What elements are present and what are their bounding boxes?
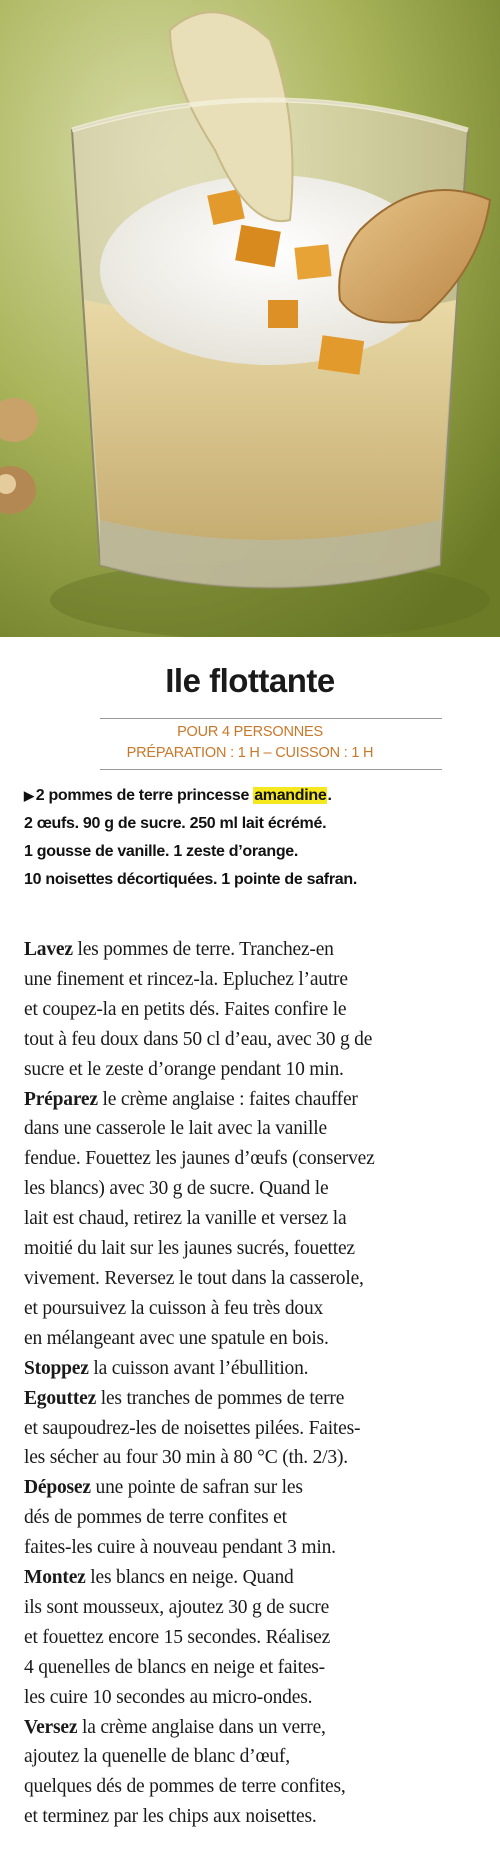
step-line: dans une casserole le lait avec la vanille	[24, 1118, 327, 1140]
servings-label: POUR 4 PERSONNES	[177, 724, 323, 740]
step-verb: Versez	[24, 1716, 78, 1738]
step-verb: Préparez	[24, 1088, 98, 1110]
highlighted-word: amandine	[254, 787, 327, 804]
step-line: Montez les blancs en neige. Quand	[24, 1567, 294, 1589]
dessert-illustration	[0, 0, 500, 637]
step-line: lait est chaud, retirez la vanille et versez la	[24, 1208, 347, 1230]
step-line: quelques dés de pommes de terre confites,	[24, 1776, 346, 1798]
step-verb: Lavez	[24, 939, 73, 960]
step-line: les cuire 10 secondes au micro-ondes.	[24, 1686, 313, 1708]
step-line: une finement et rincez-la. Epluchez l’autre	[24, 968, 348, 990]
step-line: et saupoudrez-les de noisettes pilées. Faites-	[24, 1417, 361, 1439]
ingredient-line: 2 œufs. 90 g de sucre. 250 ml lait écrémé.	[24, 815, 327, 832]
step-line: les blancs) avec 30 g de sucre. Quand le	[24, 1178, 329, 1200]
step-line: dés de pommes de terre confites et	[24, 1507, 287, 1529]
step-line: ajoutez la quenelle de blanc d’œuf,	[24, 1746, 290, 1768]
ingredient-line: 10 noisettes décortiquées. 1 pointe de safran.	[24, 871, 357, 888]
step-line: les sécher au four 30 min à 80 °C (th. 2/3).	[24, 1447, 348, 1469]
step-line: vivement. Reversez le tout dans la casserole,	[24, 1267, 364, 1289]
step-verb: Egouttez	[24, 1387, 97, 1409]
ingredient-line: 1 gousse de vanille. 1 zeste d’orange.	[24, 843, 299, 860]
step-line: et poursuivez la cuisson à feu très doux	[24, 1297, 324, 1319]
ingredients-list	[24, 782, 484, 894]
step-line: Lavez les pommes de terre. Tranchez-en	[24, 939, 334, 960]
step-line: en mélangeant avec une spatule en bois.	[24, 1327, 329, 1349]
bottom-divider	[100, 769, 442, 770]
dessert-photo	[0, 0, 500, 637]
step-line: ils sont mousseux, ajoutez 30 g de sucre	[24, 1596, 330, 1618]
step-line: Préparez le crème anglaise : faites chauffer	[24, 1088, 358, 1110]
triangle-marker-icon: ▶	[24, 788, 34, 803]
recipe-steps	[24, 935, 494, 1832]
step-line: Stoppez la cuisson avant l’ébullition.	[24, 1357, 309, 1379]
step-line: 4 quenelles de blancs en neige et faites-	[24, 1656, 325, 1678]
step-line: sucre et le zeste d’orange pendant 10 min.	[24, 1058, 344, 1080]
step-line: fendue. Fouettez les jaunes d’œufs (conservez	[24, 1148, 375, 1170]
step-verb: Montez	[24, 1567, 86, 1589]
step-verb: Déposez	[24, 1477, 91, 1499]
timing-label: PRÉPARATION : 1 H – CUISSON : 1 H	[126, 745, 374, 761]
step-line: Egouttez les tranches de pommes de terre	[24, 1387, 345, 1409]
step-line: moitié du lait sur les jaunes sucrés, fouettez	[24, 1238, 355, 1260]
step-line: et fouettez encore 15 secondes. Réalisez	[24, 1626, 331, 1648]
recipe-title: Ile flottante	[165, 662, 335, 699]
step-line: tout à feu doux dans 50 cl d’eau, avec 30 g de	[24, 1028, 373, 1050]
step-line: et coupez-la en petits dés. Faites confire le	[24, 998, 347, 1020]
step-line: et terminez par les chips aux noisettes.	[24, 1806, 317, 1828]
step-line: Versez la crème anglaise dans un verre,	[24, 1716, 326, 1738]
step-line: Déposez une pointe de safran sur les	[24, 1477, 303, 1499]
step-line: faites-les cuire à nouveau pendant 3 min.	[24, 1537, 336, 1559]
top-divider	[100, 718, 442, 719]
ingredient-line: ▶ 2 pommes de terre princesse amandine.	[24, 787, 332, 804]
step-verb: Stoppez	[24, 1357, 89, 1379]
